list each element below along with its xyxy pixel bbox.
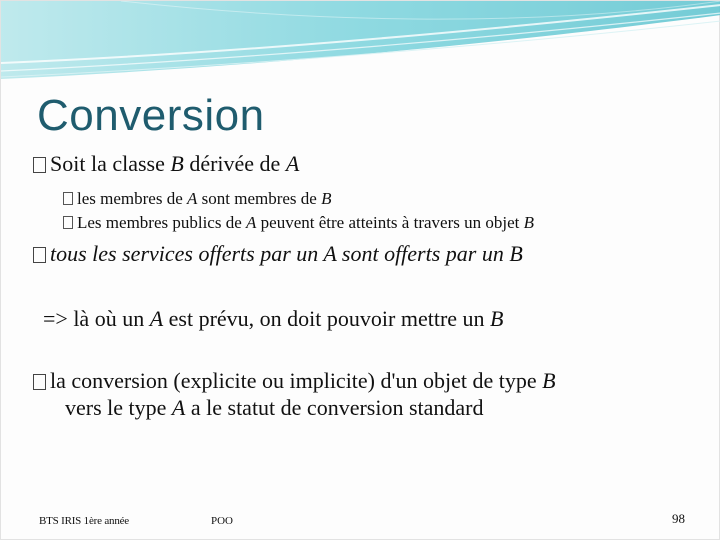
page-number: 98 bbox=[672, 511, 685, 526]
bullet-2: tous les services offerts par un A sont offerts par un B bbox=[33, 241, 523, 267]
sub-bullet-glyph-icon bbox=[63, 192, 73, 205]
sub-bullet-1: les membres de A sont membres de B bbox=[63, 189, 331, 209]
footer-subject: POO bbox=[211, 515, 234, 527]
bullet-glyph-icon bbox=[33, 157, 46, 173]
slide-title: Conversion bbox=[37, 91, 265, 140]
bullet-3: la conversion (explicite ou implicite) d'un objet de type B bbox=[33, 368, 556, 394]
footer-course: BTS IRIS 1ère année bbox=[39, 515, 129, 527]
bullet-1: Soit la classe B dérivée de A bbox=[33, 151, 299, 177]
implication-line: => là où un A est prévu, on doit pouvoir mettre un B bbox=[43, 306, 504, 331]
sub-bullet-glyph-icon bbox=[63, 216, 73, 229]
bullet-3-continuation: vers le type A a le statut de conversion standard bbox=[65, 395, 484, 420]
sub-bullet-2: Les membres publics de A peuvent être atteints à travers un objet B bbox=[63, 213, 534, 233]
header-band bbox=[1, 1, 720, 87]
bullet-glyph-icon bbox=[33, 374, 46, 390]
bullet-glyph-icon bbox=[33, 247, 46, 263]
